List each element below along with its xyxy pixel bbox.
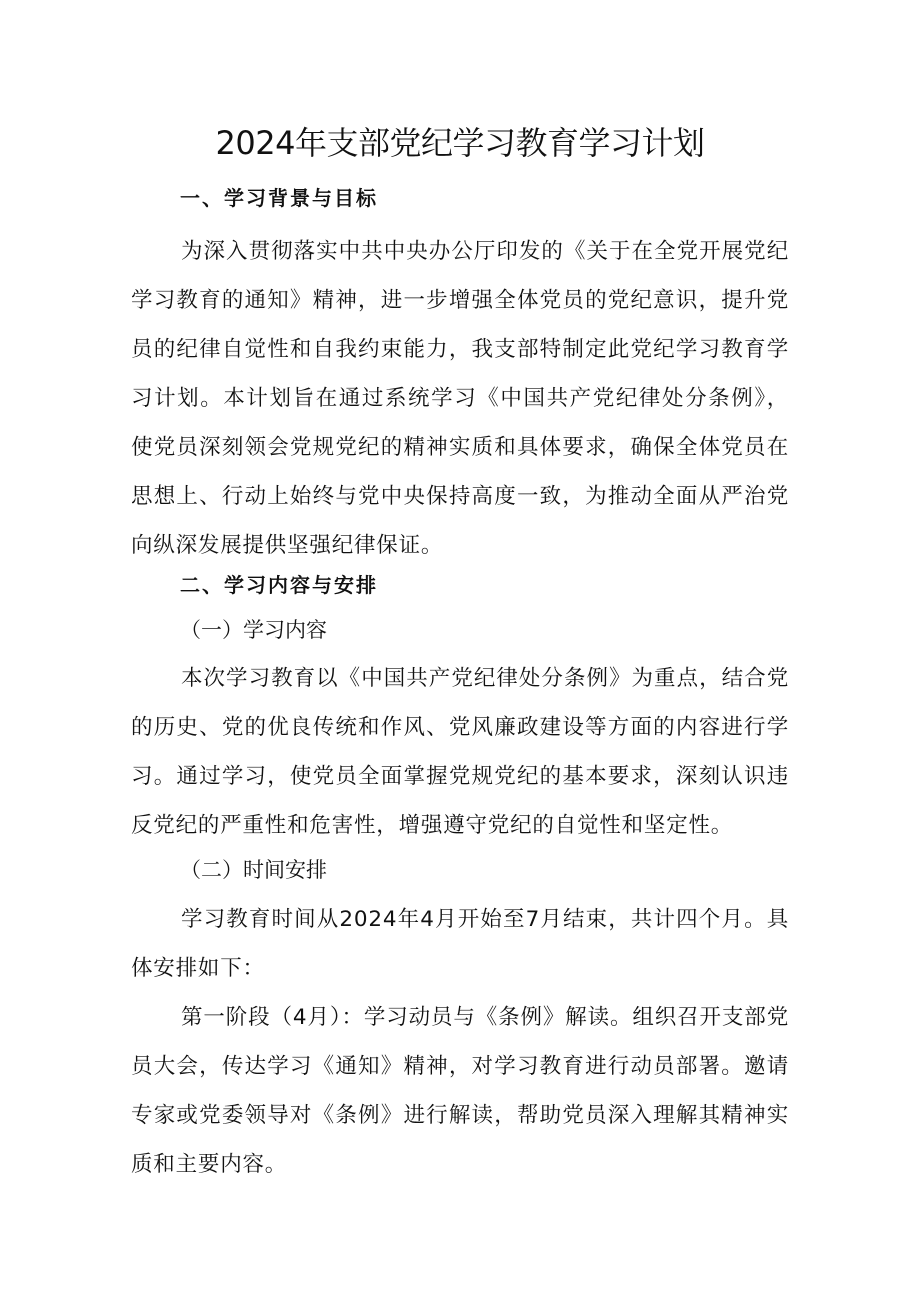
paragraph-background-goals: 为深入贯彻落实中共中央办公厅印发的《关于在全党开展党纪学习教育的通知》精神，进一步增强全体党员的党纪意识，提升党员的纪律自觉性和自我约束能力，我支部特制定此党纪学习教育学习计划。本计划旨在通过系统学习《中国共产党纪律处分条例》，使党员深刻领会党规党纪的精神实质和具体要求，确保全体党员在思想上、行动上始终与党中央保持高度一致，为推动全面从严治党向纵深发展提供坚强纪律保证。 [131,239,789,558]
document-title: 2024年支部党纪学习教育学习计划 [215,124,705,162]
paragraph-time-arrangement: 学习教育时间从2024年4月开始至7月结束，共计四个月。具体安排如下： [131,907,789,981]
paragraph-stage-one: 第一阶段（4月）：学习动员与《条例》解读。组织召开支部党员大会，传达学习《通知》精神，对学习教育进行动员部署。邀请专家或党委领导对《条例》进行解读，帮助党员深入理解其精神实质和主要内容。 [131,1005,789,1177]
section-heading-background-goals: 一、学习背景与目标 [180,186,378,210]
sub-heading-time-arrangement: （二）时间安排 [180,858,327,882]
sub-heading-learning-content: （一）学习内容 [180,618,327,642]
paragraph-learning-content: 本次学习教育以《中国共产党纪律处分条例》为重点，结合党的历史、党的优良传统和作风、党风廉政建设等方面的内容进行学习。通过学习，使党员全面掌握党规党纪的基本要求，深刻认识违反党纪的严重性和危害性，增强遵守党纪的自觉性和坚定性。 [131,666,789,838]
section-heading-content-arrangement: 二、学习内容与安排 [180,573,378,597]
